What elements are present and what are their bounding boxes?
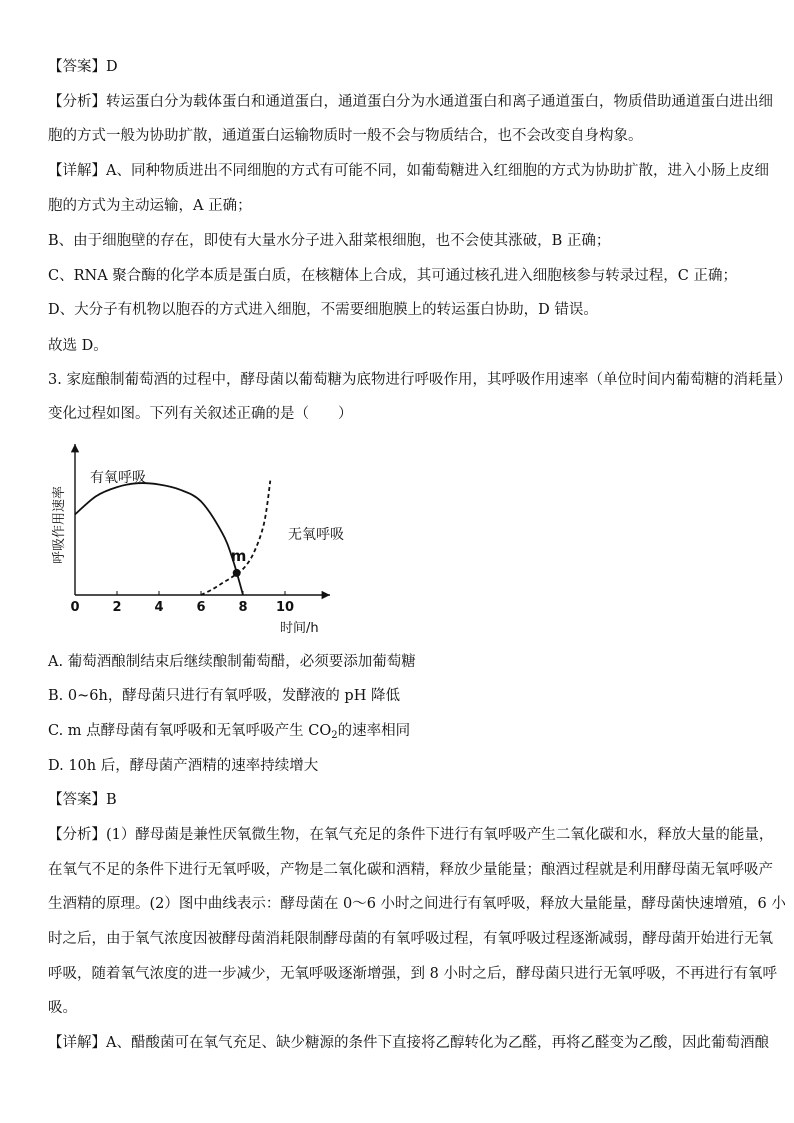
x-tick-label: 4 [154,600,164,615]
detail-text: B、由于细胞壁的存在，即使有大量水分子进入甜菜根细胞，也不会使其涨破，B 正确； [48,233,611,249]
analysis-text: 吸。 [48,1000,77,1016]
analysis-text: 呼吸，随着氧气浓度的进一步减少，无氧呼吸逐渐增强，到 8 小时之后，酵母菌只进行无氧呼吸，不再进行有氧呼 [48,966,777,982]
detail-text: 【详解】A、同种物质进出不同细胞的方式有可能不同，如葡萄糖进入红细胞的方式为协助扩散，进入小肠上皮细 [48,163,769,179]
analysis-text: 【分析】转运蛋白分为载体蛋白和通道蛋白，通道蛋白分为水通道蛋白和离子通道蛋白，物质借助通道蛋白进出细 [48,94,773,110]
x-tick-label: 10 [275,600,295,615]
respiration-chart [40,436,370,646]
x-axis-label: 时间/h [280,621,319,636]
m-label: m [230,546,247,565]
detail-text: D、大分子有机物以胞吞的方式进入细胞，不需要细胞膜上的转运蛋白协助，D 错误。 [48,302,598,318]
x-tick-label: 0 [70,600,80,615]
aerobic-label: 有氧呼吸 [90,470,146,486]
option-c [48,721,754,746]
analysis-text: 胞的方式一般为协助扩散，通道蛋白运输物质时一般不会与物质结合，也不会改变自身构象。 [48,128,643,144]
option-a: A. 葡萄酒酿制结束后继续酿制葡萄醋，必须要添加葡萄糖 [48,654,416,670]
x-tick-label: 8 [238,600,248,615]
analysis-text: 【分析】(1）酵母菌是兼性厌氧微生物，在氧气充足的条件下进行有氧呼吸产生二氧化碳和水，释放大量的能量， [48,827,774,843]
m-point [233,569,241,577]
anaerobic-curve [201,481,270,595]
option-b: B. 0~6h，酵母菌只进行有氧呼吸，发酵液的 pH 降低 [48,688,400,704]
x-tick-label: 2 [112,600,122,615]
analysis-text: 在氧气不足的条件下进行无氧呼吸，产物是二氧化碳和酒精，释放少量能量；酿酒过程就是利用酵母菌无氧呼吸产 [48,862,773,878]
analysis-text: 时之后，由于氧气浓度因被酵母菌消耗限制酵母菌的有氧呼吸过程，有氧呼吸过程逐渐减弱，酵母菌开始进行无氧 [48,931,773,947]
detail-text: C、RNA 聚合酶的化学本质是蛋白质，在核糖体上合成，其可通过核孔进入细胞核参与转录过程，C 正确； [48,268,737,284]
answer-label: 【答案】D [48,59,118,75]
option-c-subscript: 2 [331,730,338,741]
y-axis-label: 呼吸作用速率 [52,485,67,564]
detail-text: 【详解】A、醋酸菌可在氧气充足、缺少糖源的条件下直接将乙醇转化为乙醛，再将乙醛变为乙酸，因此葡萄酒酿 [48,1035,769,1051]
detail-text: 胞的方式为主动运输，A 正确； [48,198,252,214]
option-c-text: C. m 点酵母菌有氧呼吸和无氧呼吸产生 CO [48,723,332,739]
option-c-text-end: 的速率相同 [337,723,411,739]
option-d: D. 10h 后，酵母菌产酒精的速率持续增大 [48,758,319,774]
question-stem: 3. 家庭酿制葡萄酒的过程中，酵母菌以葡萄糖为底物进行呼吸作用，其呼吸作用速率（单位时间内葡萄糖的消耗量） [48,372,792,388]
answer-label: 【答案】B [48,792,117,808]
analysis-text: 生酒精的原理。(2）图中曲线表示：酵母菌在 0～6 小时之间进行有氧呼吸，释放大量能量，酵母菌快速增殖，6 小 [48,896,786,912]
x-tick-label: 6 [196,600,206,615]
question-stem: 变化过程如图。下列有关叙述正确的是（ ） [48,406,353,422]
anaerobic-label: 无氧呼吸 [288,527,344,543]
aerobic-curve [75,483,243,595]
detail-text: 故选 D。 [48,338,108,354]
